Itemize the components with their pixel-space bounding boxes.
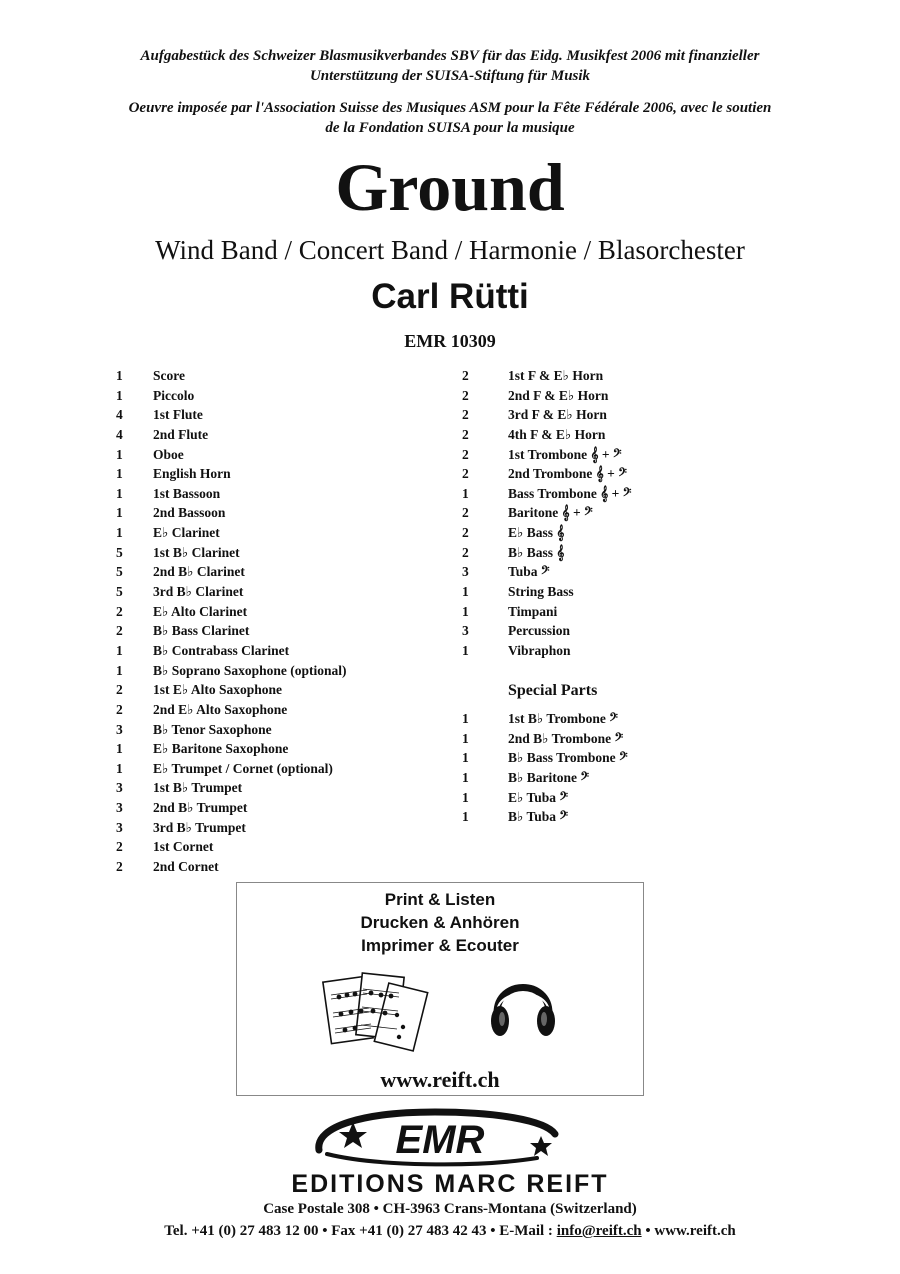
catalog-number: EMR 10309 <box>404 331 496 351</box>
part-row <box>116 505 476 525</box>
part-row <box>462 643 782 663</box>
part-quantity: 2 <box>116 701 123 717</box>
part-row <box>462 790 782 810</box>
part-name: 1st Cornet <box>153 839 214 855</box>
part-quantity: 2 <box>462 407 469 423</box>
part-row <box>116 682 476 702</box>
part-quantity: 1 <box>462 789 469 805</box>
part-row <box>462 486 782 506</box>
part-row <box>462 711 782 731</box>
part-quantity: 2 <box>462 505 469 521</box>
part-name: E♭ Bass 𝄞 <box>508 525 565 541</box>
part-quantity: 2 <box>462 426 469 442</box>
part-row <box>116 839 476 859</box>
part-name: 1st B♭ Trumpet <box>153 780 243 796</box>
part-quantity: 4 <box>116 426 123 442</box>
part-row <box>116 722 476 742</box>
part-quantity: 2 <box>462 368 469 383</box>
part-quantity: 1 <box>462 642 469 658</box>
part-quantity: 2 <box>116 682 123 698</box>
part-row <box>116 525 476 545</box>
part-quantity: 5 <box>116 564 123 580</box>
part-row <box>116 663 476 683</box>
part-name: 2nd Trombone 𝄞 + 𝄢 <box>508 466 627 482</box>
part-name: 2nd B♭ Trumpet <box>153 800 248 816</box>
parts-list-left <box>116 368 476 879</box>
part-row <box>462 388 782 408</box>
part-quantity: 3 <box>116 721 123 737</box>
part-quantity: 1 <box>462 730 469 746</box>
header-note-german-line1: Aufgabestück des Schweizer Blasmusikverbandes SBV für das Eidg. Musikfest 2006 mit finanzieller <box>140 48 760 64</box>
part-quantity: 1 <box>116 485 123 501</box>
part-name: English Horn <box>153 466 231 482</box>
part-row <box>116 486 476 506</box>
parts-list-right <box>462 368 782 663</box>
part-name: E♭ Tuba 𝄢 <box>508 789 569 805</box>
subtitle: Wind Band / Concert Band / Harmonie / Blasorchester <box>155 235 745 265</box>
part-quantity: 1 <box>462 769 469 785</box>
header-note-french-line1: Oeuvre imposée par l'Association Suisse des Musiques ASM pour la Fête Fédérale 2006, avec le soutien <box>128 100 772 116</box>
part-quantity: 1 <box>116 368 123 383</box>
contact-email-link[interactable]: info@reift.ch <box>556 1223 642 1239</box>
part-row <box>116 584 476 604</box>
part-name: E♭ Alto Clarinet <box>153 603 248 619</box>
part-name: E♭ Baritone Saxophone <box>153 741 289 757</box>
part-quantity: 2 <box>462 387 469 403</box>
part-row <box>116 741 476 761</box>
part-name: Vibraphon <box>508 642 571 658</box>
part-row <box>116 780 476 800</box>
part-row <box>462 809 782 829</box>
part-row <box>462 564 782 584</box>
part-name: Oboe <box>153 446 184 462</box>
part-quantity: 2 <box>116 839 123 855</box>
header-note-german-line2: Unterstützung der SUISA-Stiftung für Musik <box>309 68 591 84</box>
part-name: 1st B♭ Trombone 𝄢 <box>508 711 618 726</box>
part-name: 3rd F & E♭ Horn <box>508 407 607 423</box>
part-name: Score <box>153 368 185 383</box>
part-row <box>116 407 476 427</box>
part-quantity: 4 <box>116 407 123 423</box>
part-row <box>116 643 476 663</box>
part-name: 4th F & E♭ Horn <box>508 426 606 442</box>
header-note-german <box>0 46 900 86</box>
contact-web-link[interactable]: • www.reift.ch <box>645 1223 736 1239</box>
publisher-name: EDITIONS MARC REIFT <box>291 1170 609 1198</box>
print-listen-line2: Drucken & Anhören <box>360 913 520 932</box>
part-name: Piccolo <box>153 387 195 403</box>
part-name: 2nd B♭ Clarinet <box>153 564 245 580</box>
part-quantity: 2 <box>462 544 469 560</box>
part-name: 1st Flute <box>153 407 203 423</box>
part-name: B♭ Tenor Saxophone <box>153 721 272 737</box>
part-row <box>462 407 782 427</box>
part-quantity: 2 <box>116 623 123 639</box>
part-row <box>116 761 476 781</box>
part-quantity: 3 <box>116 819 123 835</box>
part-name: E♭ Trumpet / Cornet (optional) <box>153 760 333 776</box>
sheet-music-icon <box>321 967 433 1057</box>
part-quantity: 1 <box>116 446 123 462</box>
part-row <box>462 770 782 790</box>
part-row <box>116 604 476 624</box>
part-quantity: 1 <box>116 642 123 658</box>
part-row <box>116 623 476 643</box>
part-name: 1st E♭ Alto Saxophone <box>153 682 283 698</box>
part-quantity: 1 <box>116 662 123 678</box>
part-name: 2nd E♭ Alto Saxophone <box>153 701 288 717</box>
part-quantity: 3 <box>462 623 469 639</box>
part-row <box>462 545 782 565</box>
part-name: 3rd B♭ Trumpet <box>153 819 246 835</box>
part-quantity: 3 <box>116 800 123 816</box>
part-name: E♭ Clarinet <box>153 525 220 541</box>
part-row <box>116 800 476 820</box>
part-quantity: 1 <box>462 584 469 600</box>
part-name: 2nd B♭ Trombone 𝄢 <box>508 730 624 746</box>
part-name: 3rd B♭ Clarinet <box>153 584 244 600</box>
print-listen-line1: Print & Listen <box>384 890 496 909</box>
special-parts-heading: Special Parts <box>508 682 598 699</box>
part-row <box>116 388 476 408</box>
part-name: 1st Trombone 𝄞 + 𝄢 <box>508 446 622 462</box>
part-quantity: 3 <box>116 780 123 796</box>
part-name: 2nd Cornet <box>153 859 219 875</box>
part-quantity: 5 <box>116 584 123 600</box>
part-name: B♭ Contrabass Clarinet <box>153 642 290 658</box>
composer-name: Carl Rütti <box>371 277 529 316</box>
part-quantity: 1 <box>462 711 469 726</box>
part-name: 2nd Bassoon <box>153 505 226 521</box>
part-name: B♭ Soprano Saxophone (optional) <box>153 662 347 678</box>
part-quantity: 2 <box>462 525 469 541</box>
part-row <box>116 427 476 447</box>
part-name: Tuba 𝄢 <box>508 564 550 580</box>
part-row <box>116 447 476 467</box>
print-listen-url[interactable]: www.reift.ch <box>380 1067 500 1092</box>
headphones-icon <box>483 969 563 1041</box>
part-quantity: 1 <box>116 525 123 541</box>
header-note-french-line2: de la Fondation SUISA pour la musique <box>325 120 575 136</box>
part-quantity: 2 <box>116 859 123 875</box>
part-quantity: 1 <box>116 760 123 776</box>
part-name: 2nd Flute <box>153 426 209 442</box>
part-quantity: 1 <box>462 809 469 825</box>
part-name: 1st B♭ Clarinet <box>153 544 240 560</box>
part-name: Baritone 𝄞 + 𝄢 <box>508 505 593 521</box>
part-name: B♭ Tuba 𝄢 <box>508 809 569 825</box>
part-row <box>462 731 782 751</box>
part-row <box>462 750 782 770</box>
part-row <box>462 466 782 486</box>
part-quantity: 2 <box>462 466 469 482</box>
part-row <box>462 447 782 467</box>
part-row <box>462 427 782 447</box>
part-row <box>116 859 476 879</box>
part-row <box>462 623 782 643</box>
part-quantity: 2 <box>462 446 469 462</box>
part-row <box>462 368 782 388</box>
publisher-address: Case Postale 308 • CH-3963 Crans-Montana (Switzerland) <box>263 1201 637 1217</box>
part-quantity: 1 <box>116 741 123 757</box>
part-name: Bass Trombone 𝄞 + 𝄢 <box>508 485 632 501</box>
part-row <box>116 545 476 565</box>
part-name: Timpani <box>508 603 558 619</box>
part-quantity: 1 <box>462 485 469 501</box>
part-row <box>116 466 476 486</box>
part-quantity: 1 <box>462 750 469 766</box>
part-name: B♭ Bass 𝄞 <box>508 544 565 560</box>
part-row <box>462 505 782 525</box>
part-row <box>116 820 476 840</box>
part-row <box>116 564 476 584</box>
part-name: 1st Bassoon <box>153 485 221 501</box>
publisher-contact <box>0 1221 900 1241</box>
part-name: 1st F & E♭ Horn <box>508 368 604 383</box>
header-note-french <box>0 98 900 138</box>
print-listen-line3: Imprimer & Ecouter <box>361 936 519 955</box>
contact-tel-fax: Tel. +41 (0) 27 483 12 00 • Fax +41 (0) 27 483 42 43 • E-Mail : <box>164 1223 553 1239</box>
print-listen-box <box>236 882 644 1096</box>
part-quantity: 1 <box>116 387 123 403</box>
part-row <box>462 525 782 545</box>
part-quantity: 3 <box>462 564 469 580</box>
part-quantity: 2 <box>116 603 123 619</box>
part-row <box>462 584 782 604</box>
part-quantity: 1 <box>462 603 469 619</box>
part-quantity: 1 <box>116 505 123 521</box>
part-name: String Bass <box>508 584 574 600</box>
part-row <box>116 702 476 722</box>
part-quantity: 5 <box>116 544 123 560</box>
special-parts-list <box>462 711 782 829</box>
part-name: B♭ Baritone 𝄢 <box>508 769 590 785</box>
part-name: B♭ Bass Clarinet <box>153 623 250 639</box>
part-name: 2nd F & E♭ Horn <box>508 387 609 403</box>
part-row <box>116 368 476 388</box>
emr-logo-text: EMR <box>395 1118 485 1162</box>
emr-logo <box>305 1106 575 1172</box>
part-name: B♭ Bass Trombone 𝄢 <box>508 750 628 766</box>
part-row <box>462 604 782 624</box>
page-title: Ground <box>335 149 565 225</box>
part-name: Percussion <box>508 623 571 639</box>
part-quantity: 1 <box>116 466 123 482</box>
